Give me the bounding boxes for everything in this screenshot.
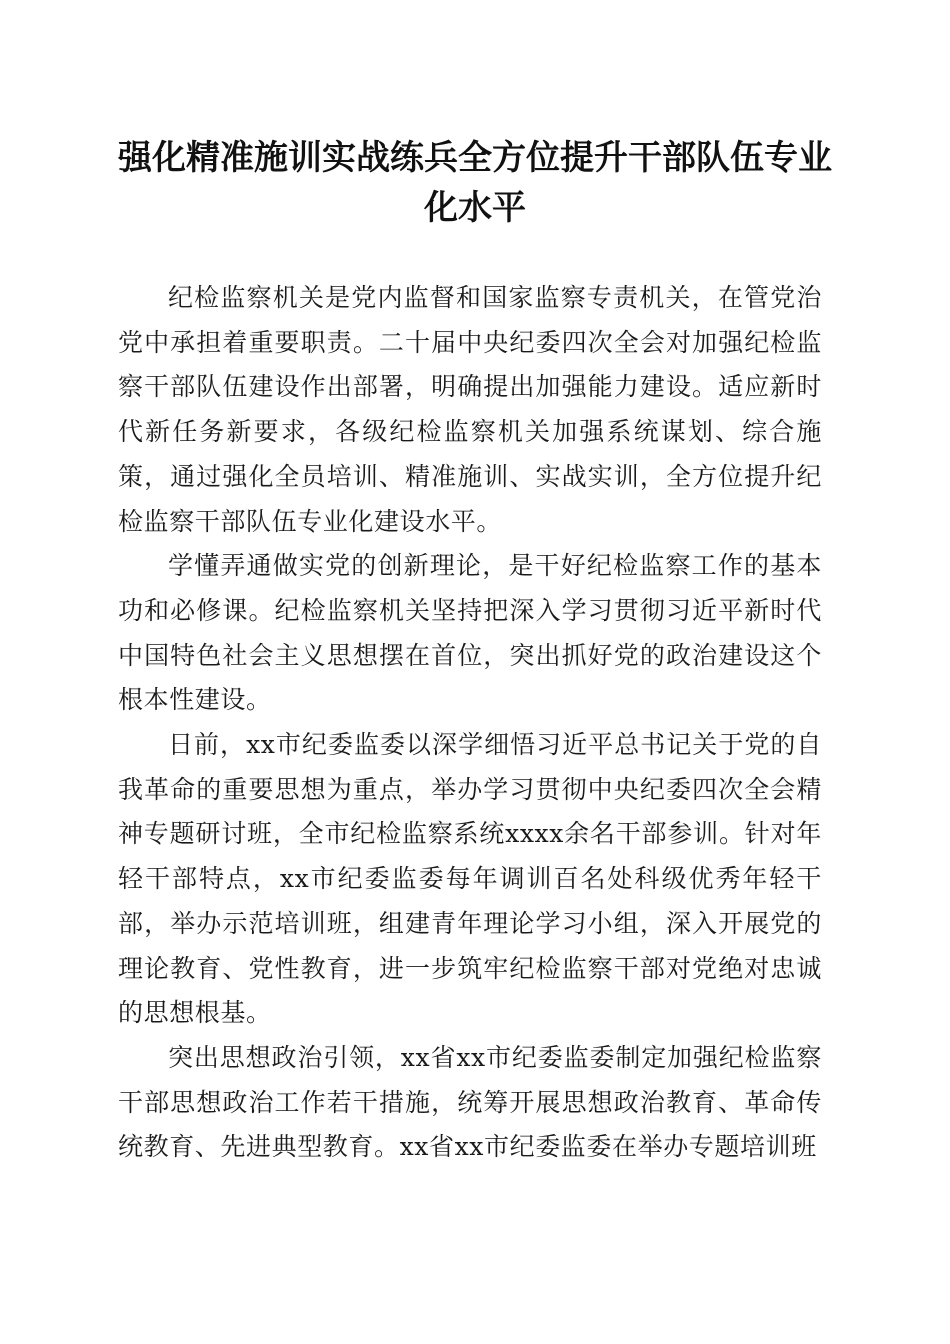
document-body <box>118 276 822 1170</box>
paragraph: 学懂弄通做实党的创新理论，是干好纪检监察工作的基本功和必修课。纪检监察机关坚持把深入学习贯彻习近平新时代中国特色社会主义思想摆在首位，突出抓好党的政治建设这个根本性建设。 <box>118 551 822 715</box>
paragraph: 纪检监察机关是党内监督和国家监察专责机关，在管党治党中承担着重要职责。二十届中央纪委四次全会对加强纪检监察干部队伍建设作出部署，明确提出加强能力建设。适应新时代新任务新要求，各级纪检监察机关加强系统谋划、综合施策，通过强化全员培训、精准施训、实战实训，全方位提升纪检监察干部队伍专业化建设水平。 <box>118 283 822 536</box>
document-title: 强化精准施训实战练兵全方位提升干部队伍专业化水平 <box>118 138 832 228</box>
paragraph: 突出思想政治引领，xx省xx市纪委监委制定加强纪检监察干部思想政治工作若干措施，统筹开展思想政治教育、革命传统教育、先进典型教育。xx省xx市纪委监委在举办专题培训班 <box>118 1042 822 1162</box>
paragraph: 日前，xx市纪委监委以深学细悟习近平总书记关于党的自我革命的重要思想为重点，举办学习贯彻中央纪委四次全会精神专题研讨班，全市纪检监察系统xxxx余名干部参训。针对年轻干部特点，xx市纪委监委每年调训百名处科级优秀年轻干部，举办示范培训班，组建青年理论学习小组，深入开展党的理论教育、党性教育，进一步筑牢纪检监察干部对党绝对忠诚的思想根基。 <box>118 730 822 1028</box>
